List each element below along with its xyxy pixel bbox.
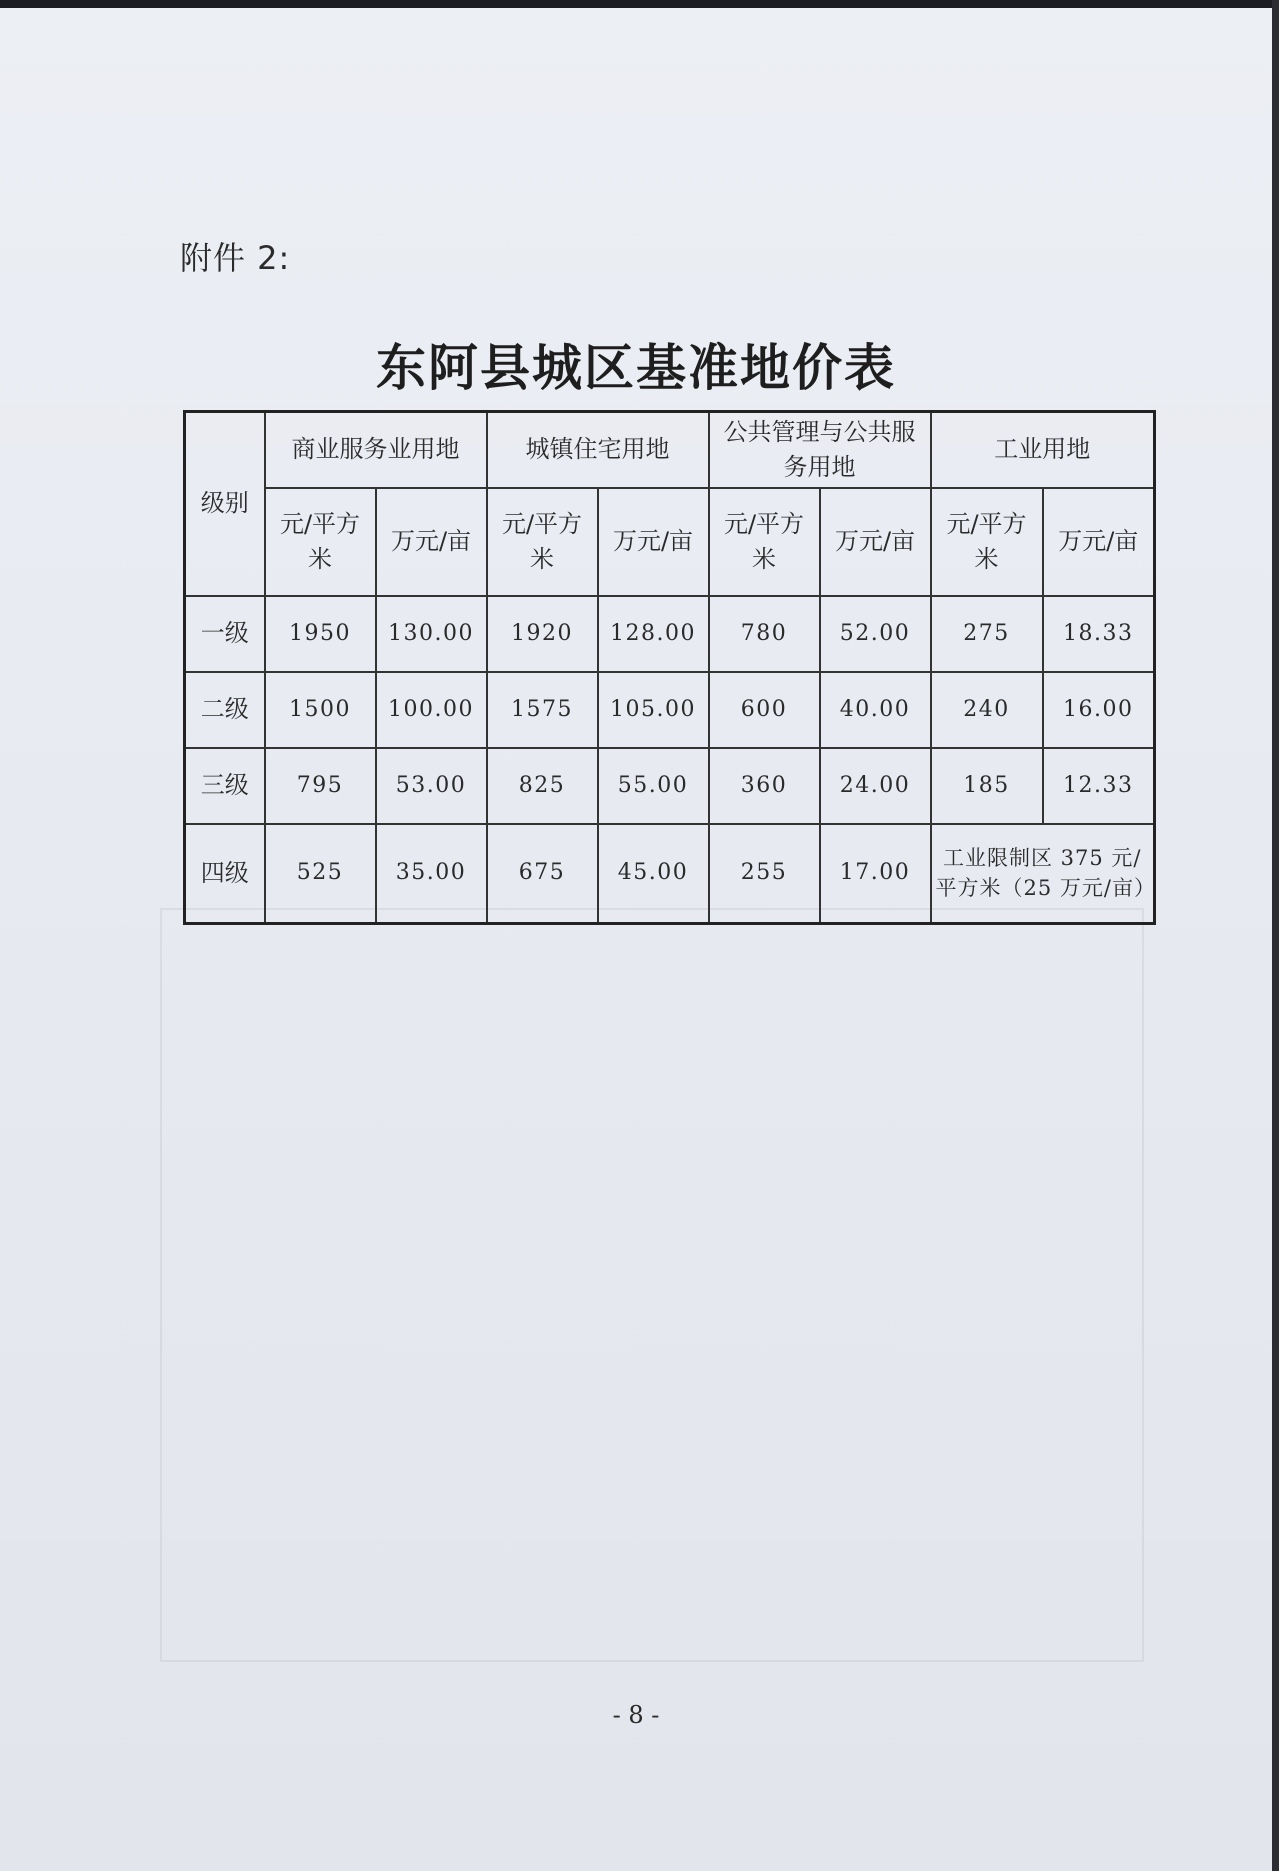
value-cell: 1920 [487,596,598,672]
unit-per-sqm: 元/平方米 [709,488,820,596]
value-cell: 185 [931,748,1043,824]
value-cell: 53.00 [376,748,487,824]
value-cell: 1950 [265,596,376,672]
value-cell: 12.33 [1043,748,1155,824]
value-cell: 1575 [487,672,598,748]
value-cell: 18.33 [1043,596,1155,672]
document-page [0,8,1272,1871]
level-cell: 一级 [185,596,265,672]
group-header-residential: 城镇住宅用地 [487,412,709,488]
table-row [185,748,1155,824]
value-cell: 128.00 [598,596,709,672]
level-cell: 三级 [185,748,265,824]
value-cell: 130.00 [376,596,487,672]
value-cell: 100.00 [376,672,487,748]
unit-per-mu: 万元/亩 [376,488,487,596]
group-header-industrial: 工业用地 [931,412,1155,488]
value-cell: 16.00 [1043,672,1155,748]
value-cell: 825 [487,748,598,824]
value-cell: 105.00 [598,672,709,748]
level-cell: 二级 [185,672,265,748]
industrial-restriction-note: 工业限制区 375 元/平方米（25 万元/亩） [931,824,1155,924]
page-number: - 8 - [612,1701,660,1729]
unit-per-sqm: 元/平方米 [265,488,376,596]
unit-header-row [185,488,1155,596]
unit-per-mu: 万元/亩 [1043,488,1155,596]
level-header: 级别 [185,412,265,596]
value-cell: 360 [709,748,820,824]
level-cell: 四级 [185,824,265,924]
unit-per-mu: 万元/亩 [598,488,709,596]
value-cell: 240 [931,672,1043,748]
table-row [185,596,1155,672]
value-cell: 275 [931,596,1043,672]
value-cell: 1500 [265,672,376,748]
unit-per-mu: 万元/亩 [820,488,931,596]
value-cell: 780 [709,596,820,672]
land-price-table [183,410,1156,925]
value-cell: 24.00 [820,748,931,824]
group-header-public: 公共管理与公共服务用地 [709,412,931,488]
unit-per-sqm: 元/平方米 [487,488,598,596]
bleed-through-shadow [160,908,1144,1662]
value-cell: 525 [265,824,376,924]
photo-right-edge [1272,0,1279,1871]
value-cell: 52.00 [820,596,931,672]
value-cell: 675 [487,824,598,924]
group-header-row [185,412,1155,488]
group-header-commercial: 商业服务业用地 [265,412,487,488]
value-cell: 255 [709,824,820,924]
value-cell: 795 [265,748,376,824]
document-title: 东阿县城区基准地价表 [376,338,896,397]
value-cell: 600 [709,672,820,748]
table-row [185,672,1155,748]
table-row [185,824,1155,924]
value-cell: 35.00 [376,824,487,924]
value-cell: 55.00 [598,748,709,824]
attachment-label: 附件 2: [180,239,291,277]
value-cell: 40.00 [820,672,931,748]
value-cell: 45.00 [598,824,709,924]
value-cell: 17.00 [820,824,931,924]
unit-per-sqm: 元/平方米 [931,488,1043,596]
